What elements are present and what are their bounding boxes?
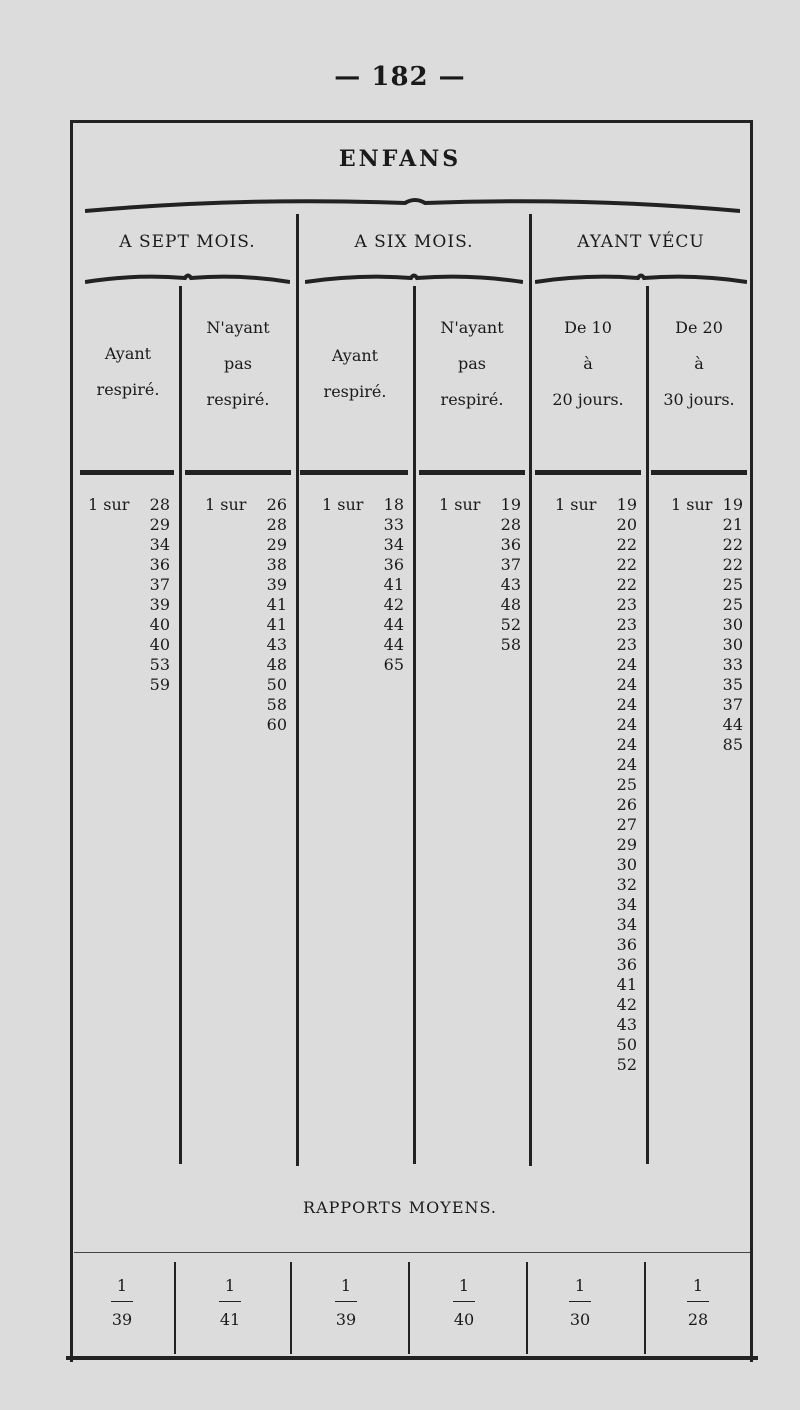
- row-value: 39: [266, 575, 287, 594]
- table-row: [555, 695, 637, 715]
- row-value: 30: [616, 855, 637, 874]
- table-row: [555, 795, 637, 815]
- table-row: [555, 755, 637, 775]
- row-value: 25: [722, 575, 743, 594]
- table-row: [555, 1015, 637, 1035]
- row-prefix: 1 sur: [322, 495, 364, 514]
- table-row: [205, 675, 287, 695]
- head-rule-6: [651, 470, 747, 475]
- table-row: [439, 575, 521, 595]
- col-values-3: [322, 495, 404, 675]
- table-row: [555, 515, 637, 535]
- row-value: 28: [149, 495, 170, 514]
- table-row: [555, 995, 637, 1015]
- row-value: 36: [383, 555, 404, 574]
- table-row: [88, 675, 170, 695]
- table-row: [555, 615, 637, 635]
- row-prefix: 1 sur: [205, 495, 247, 514]
- table-row: [671, 615, 743, 635]
- row-value: 29: [149, 515, 170, 534]
- col-values-4: [439, 495, 521, 655]
- table-row: [439, 555, 521, 575]
- row-value: 22: [616, 555, 637, 574]
- row-value: 28: [266, 515, 287, 534]
- table-row: [555, 815, 637, 835]
- row-value: 50: [616, 1035, 637, 1054]
- table-row: [555, 1055, 637, 1075]
- table-row: [671, 735, 743, 755]
- row-value: 23: [616, 615, 637, 634]
- table-row: [555, 775, 637, 795]
- table-row: [555, 895, 637, 915]
- row-value: 37: [722, 695, 743, 714]
- row-value: 53: [149, 655, 170, 674]
- row-value: 24: [616, 655, 637, 674]
- row-value: 24: [616, 695, 637, 714]
- table-row: [671, 655, 743, 675]
- table-row: [555, 555, 637, 575]
- row-value: 48: [500, 595, 521, 614]
- row-value: 50: [266, 675, 287, 694]
- col-head-5: De 10 à 20 jours.: [552, 318, 624, 409]
- row-value: 44: [722, 715, 743, 734]
- row-value: 19: [616, 495, 637, 514]
- row-value: 22: [722, 555, 743, 574]
- table-row: [322, 595, 404, 615]
- row-value: 65: [383, 655, 404, 674]
- head-rule-5: [535, 470, 641, 475]
- avg-divider-3: [408, 1262, 410, 1354]
- table-title: ENFANS: [338, 146, 462, 172]
- table-row: [205, 535, 287, 555]
- table-row: [88, 615, 170, 635]
- row-value: 33: [383, 515, 404, 534]
- row-value: 19: [500, 495, 521, 514]
- table-row: [205, 635, 287, 655]
- table-row: [205, 555, 287, 575]
- table-row: [555, 875, 637, 895]
- col-head-4: N'ayant pas respiré.: [440, 318, 504, 409]
- row-value: 20: [616, 515, 637, 534]
- table-row: [555, 975, 637, 995]
- table-row: [555, 1035, 637, 1055]
- row-value: 33: [722, 655, 743, 674]
- table-row: [555, 595, 637, 615]
- average-3: 1 39: [335, 1276, 357, 1329]
- row-value: 43: [266, 635, 287, 654]
- row-value: 40: [149, 615, 170, 634]
- row-value: 59: [149, 675, 170, 694]
- row-value: 37: [149, 575, 170, 594]
- row-value: 30: [722, 635, 743, 654]
- row-value: 36: [616, 935, 637, 954]
- table-row: [88, 595, 170, 615]
- row-value: 44: [383, 615, 404, 634]
- row-value: 36: [500, 535, 521, 554]
- table-frame: [70, 120, 753, 1362]
- row-value: 52: [500, 615, 521, 634]
- table-row: [555, 835, 637, 855]
- table-row: [439, 635, 521, 655]
- title-brace: [85, 195, 740, 217]
- row-prefix: 1 sur: [439, 495, 481, 514]
- avg-divider-5: [644, 1262, 646, 1354]
- table-row: [555, 675, 637, 695]
- row-value: 41: [266, 615, 287, 634]
- averages-title: RAPPORTS MOYENS.: [303, 1198, 497, 1217]
- table-row: [555, 535, 637, 555]
- table-row: [439, 615, 521, 635]
- table-row: [322, 535, 404, 555]
- col-head-3: Ayant respiré.: [323, 346, 387, 401]
- group-label-six-mois: A SIX MOIS.: [354, 232, 474, 252]
- table-row: [555, 915, 637, 935]
- row-value: 39: [149, 595, 170, 614]
- row-value: 24: [616, 675, 637, 694]
- row-value: 48: [266, 655, 287, 674]
- row-value: 19: [722, 495, 743, 514]
- table-row: [671, 515, 743, 535]
- row-value: 23: [616, 595, 637, 614]
- row-value: 22: [616, 575, 637, 594]
- row-value: 36: [149, 555, 170, 574]
- row-value: 32: [616, 875, 637, 894]
- avg-divider-1: [174, 1262, 176, 1354]
- row-value: 29: [266, 535, 287, 554]
- row-value: 24: [616, 715, 637, 734]
- table-row: [671, 695, 743, 715]
- col-head-2: N'ayant pas respiré.: [206, 318, 270, 409]
- row-value: 25: [722, 595, 743, 614]
- row-value: 30: [722, 615, 743, 634]
- table-row: [205, 595, 287, 615]
- row-value: 34: [149, 535, 170, 554]
- table-row: [322, 615, 404, 635]
- row-value: 34: [383, 535, 404, 554]
- group-brace-3: [535, 272, 747, 288]
- row-value: 21: [722, 515, 743, 534]
- table-row: [88, 575, 170, 595]
- table-row: [205, 495, 287, 515]
- table-row: [322, 635, 404, 655]
- table-row: [671, 635, 743, 655]
- table-row: [88, 635, 170, 655]
- table-row: [205, 515, 287, 535]
- col-values-2: [205, 495, 287, 735]
- col-values-1: [88, 495, 170, 695]
- table-row: [205, 655, 287, 675]
- row-value: 34: [616, 895, 637, 914]
- table-row: [205, 575, 287, 595]
- row-prefix: 1 sur: [671, 495, 713, 514]
- row-value: 41: [616, 975, 637, 994]
- col-head-6: De 20 à 30 jours.: [663, 318, 735, 409]
- row-value: 22: [722, 535, 743, 554]
- row-value: 40: [149, 635, 170, 654]
- averages-rule: [74, 1252, 750, 1253]
- row-value: 26: [266, 495, 287, 514]
- table-row: [88, 555, 170, 575]
- row-value: 41: [266, 595, 287, 614]
- table-row: [555, 855, 637, 875]
- row-prefix: 1 sur: [88, 495, 130, 514]
- row-value: 43: [616, 1015, 637, 1034]
- row-value: 18: [383, 495, 404, 514]
- table-row: [555, 575, 637, 595]
- table-row: [555, 955, 637, 975]
- row-value: 38: [266, 555, 287, 574]
- row-value: 60: [266, 715, 287, 734]
- row-value: 28: [500, 515, 521, 534]
- table-row: [322, 495, 404, 515]
- table-row: [322, 515, 404, 535]
- head-rule-1: [80, 470, 174, 475]
- row-value: 26: [616, 795, 637, 814]
- col-head-1: Ayant respiré.: [96, 344, 160, 399]
- average-1: 1 39: [111, 1276, 133, 1329]
- page-number: — 182 —: [334, 62, 466, 92]
- table-row: [555, 495, 637, 515]
- average-5: 1 30: [569, 1276, 591, 1329]
- table-row: [671, 595, 743, 615]
- table-row: [88, 655, 170, 675]
- average-6: 1 28: [687, 1276, 709, 1329]
- row-value: 43: [500, 575, 521, 594]
- row-value: 27: [616, 815, 637, 834]
- col-values-5: [555, 495, 637, 1075]
- table-row: [439, 595, 521, 615]
- average-2: 1 41: [219, 1276, 241, 1329]
- head-rule-2: [185, 470, 291, 475]
- table-row: [555, 655, 637, 675]
- table-row: [671, 715, 743, 735]
- table-row: [555, 935, 637, 955]
- table-row: [439, 515, 521, 535]
- col-values-6: [671, 495, 743, 755]
- table-row: [322, 575, 404, 595]
- avg-divider-4: [526, 1262, 528, 1354]
- row-value: 42: [616, 995, 637, 1014]
- table-row: [88, 535, 170, 555]
- row-value: 35: [722, 675, 743, 694]
- table-row: [322, 555, 404, 575]
- row-value: 24: [616, 755, 637, 774]
- table-row: [88, 495, 170, 515]
- table-row: [671, 575, 743, 595]
- table-row: [205, 615, 287, 635]
- average-4: 1 40: [453, 1276, 475, 1329]
- group-label-sept-mois: A SEPT MOIS.: [119, 232, 256, 252]
- table-row: [671, 555, 743, 575]
- table-row: [322, 655, 404, 675]
- row-value: 44: [383, 635, 404, 654]
- table-row: [205, 695, 287, 715]
- row-value: 36: [616, 955, 637, 974]
- row-value: 24: [616, 735, 637, 754]
- row-value: 52: [616, 1055, 637, 1074]
- table-row: [555, 715, 637, 735]
- table-row: [555, 635, 637, 655]
- table-row: [671, 535, 743, 555]
- table-row: [555, 735, 637, 755]
- head-rule-4: [419, 470, 525, 475]
- table-row: [205, 715, 287, 735]
- avg-divider-2: [290, 1262, 292, 1354]
- table-row: [671, 495, 743, 515]
- table-row: [439, 535, 521, 555]
- table-row: [88, 515, 170, 535]
- row-prefix: 1 sur: [555, 495, 597, 514]
- row-value: 41: [383, 575, 404, 594]
- row-value: 22: [616, 535, 637, 554]
- bottom-rule: [66, 1356, 758, 1360]
- row-value: 58: [500, 635, 521, 654]
- head-rule-3: [300, 470, 408, 475]
- group-brace-1: [85, 272, 290, 288]
- row-value: 29: [616, 835, 637, 854]
- row-value: 37: [500, 555, 521, 574]
- row-value: 23: [616, 635, 637, 654]
- table-row: [671, 675, 743, 695]
- row-value: 58: [266, 695, 287, 714]
- table-row: [439, 495, 521, 515]
- row-value: 85: [722, 735, 743, 754]
- row-value: 42: [383, 595, 404, 614]
- row-value: 25: [616, 775, 637, 794]
- row-value: 34: [616, 915, 637, 934]
- group-label-ayant-vecu: AYANT VÉCU: [577, 232, 705, 252]
